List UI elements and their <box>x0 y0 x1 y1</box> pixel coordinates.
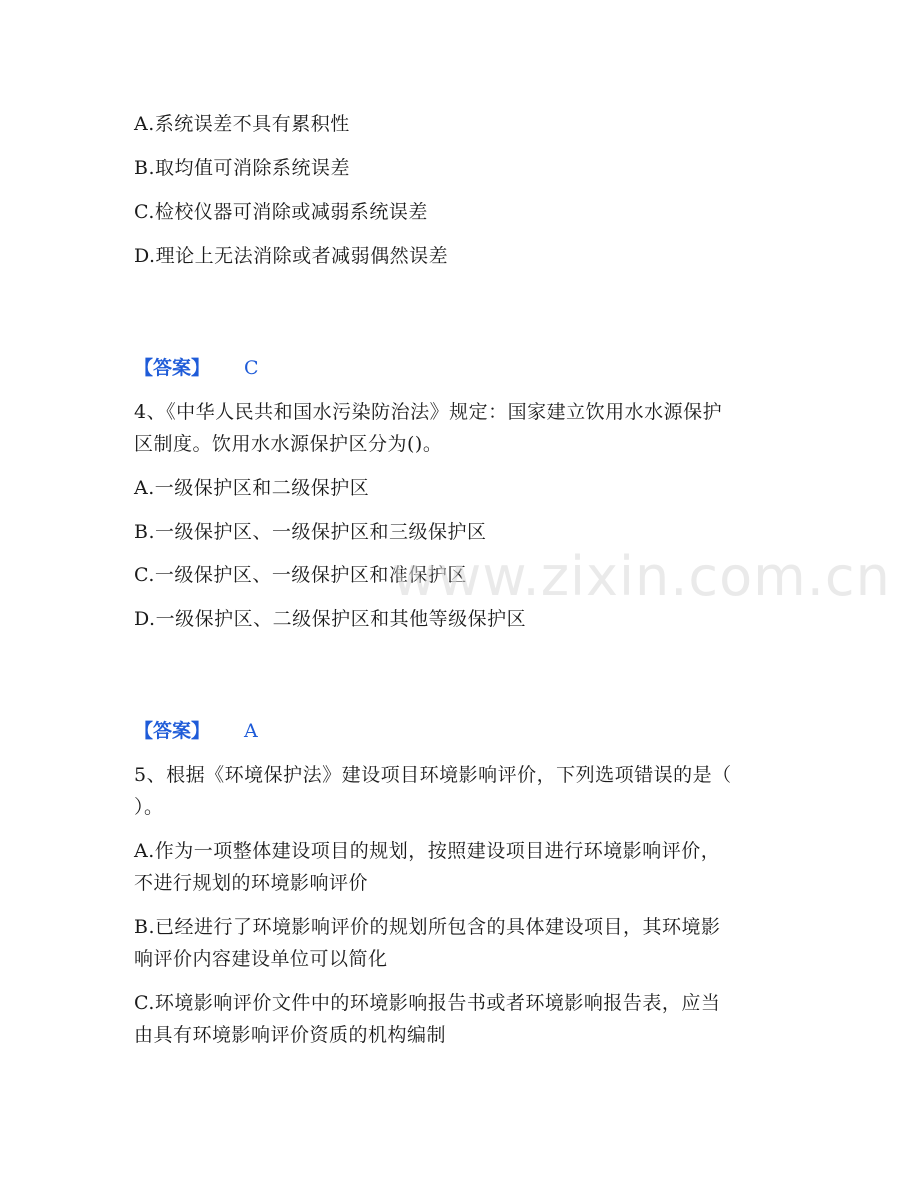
q3-answer <box>134 355 259 381</box>
q5-stem-line2: ）。 <box>134 796 164 818</box>
q5-option-b-line1: B.已经进行了环境影响评价的规划所包含的具体建设项目，其环境影 <box>134 916 721 938</box>
q4-answer-tag: 【答案】 <box>134 720 211 742</box>
q3-option-c: C.检校仪器可消除或减弱系统误差 <box>134 201 428 223</box>
watermark-text: www.zixin.com.cn <box>392 545 891 608</box>
q5-stem-line1: 5、根据《环境保护法》建设项目环境影响评价，下列选项错误的是（ <box>134 764 732 786</box>
q3-answer-value: C <box>244 357 259 379</box>
q3-option-d: D.理论上无法消除或者减弱偶然误差 <box>134 245 449 267</box>
q4-option-c: C.一级保护区、一级保护区和准保护区 <box>134 564 467 586</box>
q5-option-a-line1: A.作为一项整体建设项目的规划，按照建设项目进行环境影响评价， <box>134 840 721 862</box>
q4-option-d: D.一级保护区、二级保护区和其他等级保护区 <box>134 608 527 630</box>
q3-option-b: B.取均值可消除系统误差 <box>134 157 351 179</box>
q3-answer-tag: 【答案】 <box>134 357 211 379</box>
q5-option-a-line2: 不进行规划的环境影响评价 <box>134 872 369 894</box>
q4-stem-line1: 4、《中华人民共和国水污染防治法》规定：国家建立饮用水水源保护 <box>134 401 723 423</box>
q5-option-c-line2: 由具有环境影响评价资质的机构编制 <box>134 1024 447 1046</box>
q4-answer-value: A <box>244 720 258 742</box>
q4-option-a: A.一级保护区和二级保护区 <box>134 477 370 499</box>
q5-option-b-line2: 响评价内容建设单位可以简化 <box>134 948 388 970</box>
q3-option-a: A.系统误差不具有累积性 <box>134 113 350 135</box>
q4-stem-line2: 区制度。饮用水水源保护区分为()。 <box>134 433 443 455</box>
q4-answer <box>134 718 258 744</box>
q4-option-b: B.一级保护区、一级保护区和三级保护区 <box>134 521 487 543</box>
q5-option-c-line1: C.环境影响评价文件中的环境影响报告书或者环境影响报告表，应当 <box>134 992 721 1014</box>
